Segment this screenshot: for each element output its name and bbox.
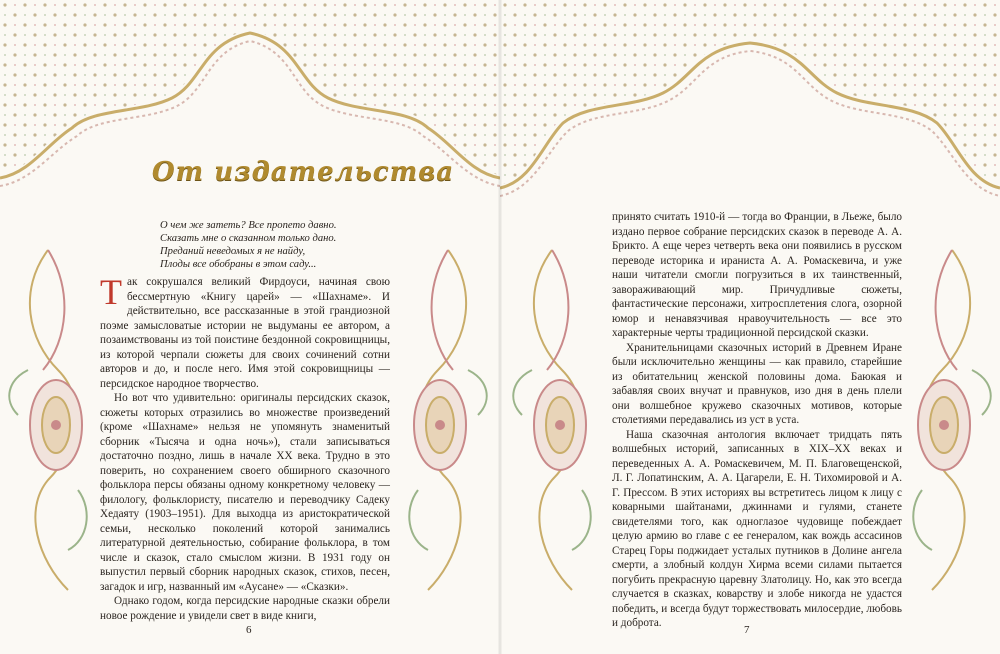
page-heading: От издательства <box>152 157 455 187</box>
page-number: 6 <box>246 624 252 636</box>
drop-cap: Т <box>100 272 122 312</box>
paragraph: Но вот что удивительно: оригиналы персидских сказок, сюжеты которых отразились во множестве произведений (кроме «Шахнаме» нельзя не упомянуть знаменитый сборник «Тысяча и одна ночь»), стали записываться достаточно поздно, лишь в начале XX века. Трудно в это поверить, но сохранением своего обширного сказочного фольклора персы обязаны одному конкретному человеку — филологу, фольклористу, писателю и переводчику Садеку Хедаяту (1903–1951). Для выходца из аристократической семьи, несколько поколений которой занимались литературной деятельностью, собирание фольклора, в том числе и сказок, стало смыслом жизни. В 1931 году он выпустил первый сборник народных сказок, стихов, песен, загадок и игр, названный им «Аусане» — «Сказки». <box>100 392 390 593</box>
paragraph: принято считать 1910-й — тогда во Франции, в Льеже, было издано первое собрание персидских сказок в переводе А. А. Брикто. А еще через четверть века они появились в русском переводе историка и ираниста А. А. Ромаскевича, и уже наши читатели смогли погрузиться в их таинственный, завораживающий мир. Причудливые сюжеты, фантастические персонажи, хитросплетения слога, озорной юмор и ненавязчивая нравоучительность — все это характерные черты традиционной персидской сказки. <box>612 211 902 339</box>
paragraph-text: ак сокрушался великий Фирдоуси, начиная свою бессмертную «Книгу царей» — «Шахнаме». И действительно, все рассказанные в этой грандиозной поэме замысловатые истории не выдуманы ее автором, а позаимствованы из той поистине бездонной сокровищницы, из которой черпали сюжеты для своих сочинений сотни авторов и до, и после него. Имя этой сокровищницы — персидское народное творчество. <box>100 276 390 390</box>
epigraph-line: О чем же затеть? Все пропето давно. <box>160 220 337 231</box>
paragraph: Однако годом, когда персидские народные сказки обрели новое рождение и увидели свет в виде книги, <box>100 595 390 622</box>
epigraph <box>160 219 430 271</box>
epigraph-line: Плоды все обобраны в этом саду... <box>160 259 317 270</box>
left-page-text <box>100 272 390 623</box>
book-gutter <box>498 0 502 654</box>
right-page-text <box>612 210 902 631</box>
page-number: 7 <box>744 624 750 636</box>
paragraph <box>100 272 390 391</box>
epigraph-line: Преданий неведомых я не найду, <box>160 246 306 257</box>
epigraph-line: Сказать мне о сказанном только дано. <box>160 233 337 244</box>
paragraph: Наша сказочная антология включает тридцать пять волшебных историй, записанных в XIX–XX веках и переведенных А. А. Ромаскевичем, М. П. Благовещенской, Л. Г. Лопатинским, А. А. Цагарели, Е. Н. Тихомировой и А. Г. Прессом. В этих историях вы встретитесь лицом к лицу с коварными шайтанами, джиннами и гулями, станете свидетелями того, как одноглазое чудовище побеждает целую армию во главе с ее генералом, как вождь ассасинов Старец Горы поджидает усталых путников в Долине ангела смерти, а злобный колдун Хирма всеми силами пытается погубить прекрасную царевну Златолицу. Но, как это всегда случается в сказках, коварству и злобе никогда не удастся победить, и всегда будут торжествовать милосердие, любовь и доброта. <box>612 428 902 629</box>
paragraph: Хранительницами сказочных историй в Древнем Иране были исключительно женщины — как правило, старейшие из обитательниц женской половины дома. Баюкая и забавляя своих внучат и правнуков, изо дня в день плели они волшебное кружево сказочных мотивов, которые столетиями передавались из уст в уста. <box>612 341 902 426</box>
